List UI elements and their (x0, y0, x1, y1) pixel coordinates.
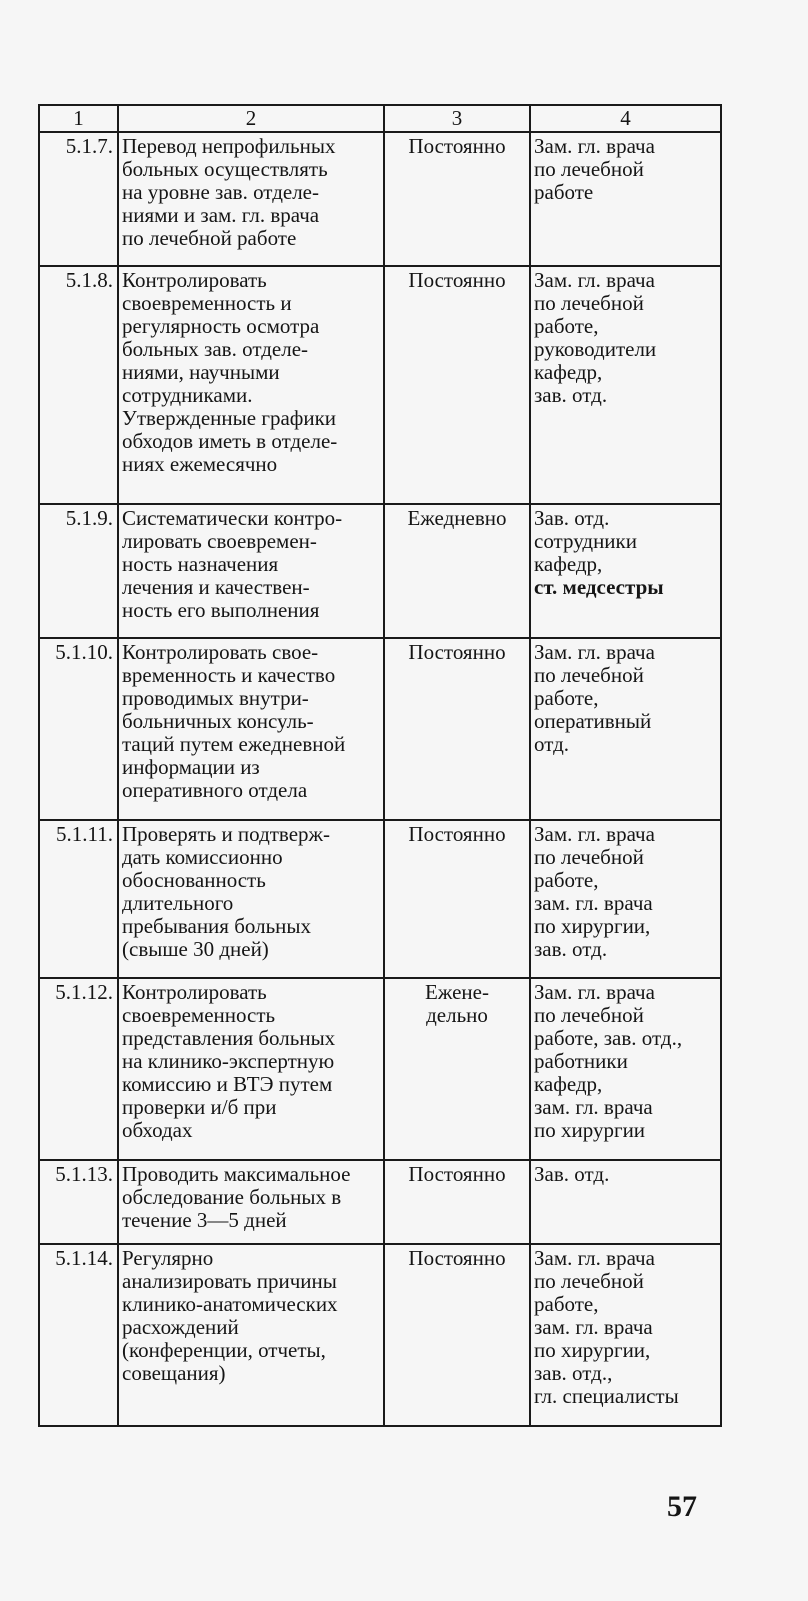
item-responsible: Зам. гл. врача по лечебной работе (530, 132, 721, 266)
item-text: Контролировать своевременность и регулярность осмотра больных зав. отделе- ниями, научными сотрудниками. Утвержденные графики обходов иметь в отделе- ниях ежемесячно (118, 266, 384, 504)
item-frequency: Еженe- дельно (384, 978, 530, 1160)
item-responsible: Зам. гл. врача по лечебной работе, руководители кафедр, зав. отд. (530, 266, 721, 504)
item-frequency: Постоянно (384, 266, 530, 504)
item-number: 5.1.12. (39, 978, 118, 1160)
item-number: 5.1.14. (39, 1244, 118, 1426)
item-text: Контролировать своевременность представления больных на клинико-экспертную комиссию и ВТЭ путем проверки и/б при обходах (118, 978, 384, 1160)
item-number: 5.1.13. (39, 1160, 118, 1244)
table-row (39, 1160, 721, 1244)
column-header-2: 2 (118, 105, 384, 132)
item-responsible: Зам. гл. врача по лечебной работе, зам. гл. врача по хирургии, зав. отд. (530, 820, 721, 978)
item-responsible: Зам. гл. врача по лечебной работе, зам. гл. врача по хирургии, зав. отд., гл. специалисты (530, 1244, 721, 1426)
page-number: 57 (667, 1490, 697, 1523)
column-header-1: 1 (39, 105, 118, 132)
table-row (39, 504, 721, 638)
item-frequency: Постоянно (384, 1160, 530, 1244)
item-text: Систематически контро- лировать своевремен- ность назначения лечения и качествен- ность его выполнения (118, 504, 384, 638)
item-text: Контролировать свое- временность и качество проводимых внутри- больничных консуль- таций путем ежедневной информации из оперативного отдела (118, 638, 384, 820)
item-number: 5.1.8. (39, 266, 118, 504)
item-responsible: Зам. гл. врача по лечебной работе, оперативный отд. (530, 638, 721, 820)
table-row (39, 638, 721, 820)
item-responsible: Зав. отд. сотрудники кафедр, (534, 506, 637, 576)
table-row (39, 266, 721, 504)
item-responsible: Зам. гл. врача по лечебной работе, зав. отд., работники кафедр, зам. гл. врача по хирургии (530, 978, 721, 1160)
item-text: Регулярно анализировать причины клинико-анатомических расхождений (конференции, отчеты, совещания) (118, 1244, 384, 1426)
table-row (39, 820, 721, 978)
item-number: 5.1.11. (39, 820, 118, 978)
item-frequency: Постоянно (384, 638, 530, 820)
item-number: 5.1.10. (39, 638, 118, 820)
item-text: Перевод непрофильных больных осуществлять на уровне зав. отделе- ниями и зам. гл. врача по лечебной работе (118, 132, 384, 266)
table-row (39, 978, 721, 1160)
table-row (39, 1244, 721, 1426)
item-frequency: Постоянно (384, 820, 530, 978)
item-number: 5.1.9. (39, 504, 118, 638)
item-responsible-cell (530, 504, 721, 638)
item-responsible: Зав. отд. (530, 1160, 721, 1244)
item-text: Проводить максимальное обследование больных в течение 3—5 дней (118, 1160, 384, 1244)
item-number: 5.1.7. (39, 132, 118, 266)
item-frequency: Ежедневно (384, 504, 530, 638)
item-frequency: Постоянно (384, 132, 530, 266)
table-header-row (39, 105, 721, 132)
item-frequency: Постоянно (384, 1244, 530, 1426)
table-row (39, 132, 721, 266)
column-header-4: 4 (530, 105, 721, 132)
item-text: Проверять и подтверж- дать комиссионно обоснованность длительного пребывания больных (свыше 30 дней) (118, 820, 384, 978)
item-responsible-bold: ст. медсестры (534, 575, 664, 599)
column-header-3: 3 (384, 105, 530, 132)
measures-table (38, 104, 722, 1427)
